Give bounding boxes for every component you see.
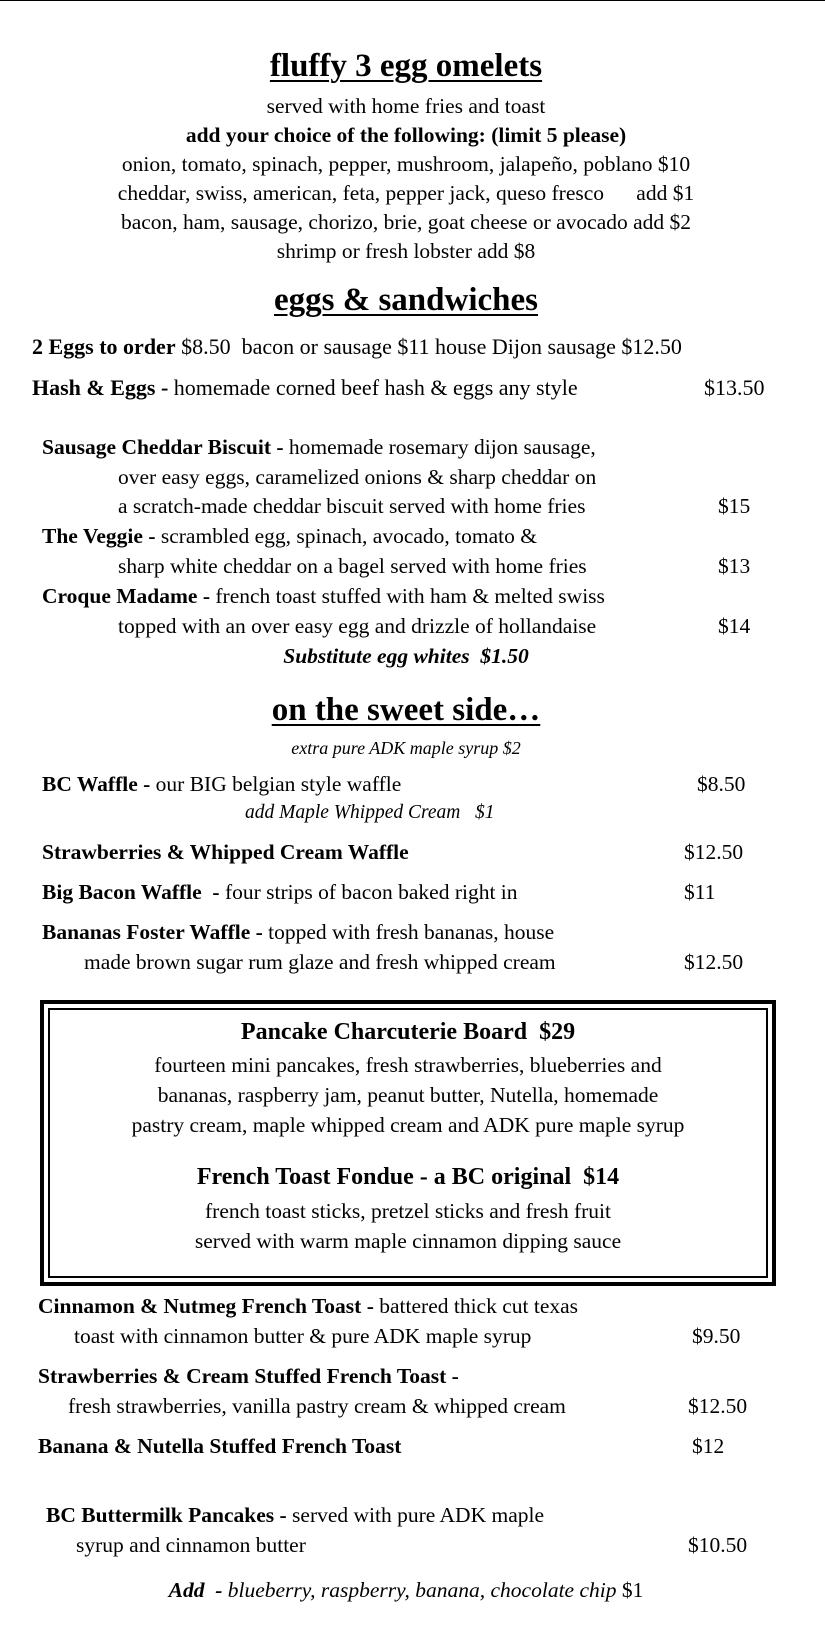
biscuit-price: $15 [718, 494, 751, 518]
fondue-title: French Toast Fondue - a BC original $14 [196, 1164, 620, 1190]
bc-waffle-name: BC Waffle - [42, 772, 151, 796]
omelets-seafood-line: shrimp or fresh lobster add $8 [276, 239, 536, 263]
veggie-name: The Veggie - [42, 524, 156, 548]
croque-item [42, 584, 605, 609]
pancakes-item [46, 1503, 544, 1528]
cinnamon-toast-item [38, 1294, 578, 1319]
omelets-heading: fluffy 3 egg omelets [269, 48, 543, 84]
charcuterie-title: Pancake Charcuterie Board $29 [240, 1019, 576, 1045]
foster-item [42, 920, 554, 945]
biscuit-desc-1: homemade rosemary dijon sausage, [283, 435, 596, 459]
eggs-heading: eggs & sandwiches [273, 282, 539, 318]
bacon-waffle-price: $11 [684, 880, 716, 904]
bacon-waffle-desc: four strips of bacon baked right in [219, 880, 518, 904]
omelets-meat-line: bacon, ham, sausage, chorizo, brie, goat cheese or avocado add $2 [120, 210, 692, 234]
foster-desc-2: made brown sugar rum glaze and fresh whipped cream [84, 950, 556, 974]
nutella-toast-name: Banana & Nutella Stuffed French Toast [38, 1434, 402, 1458]
omelets-served: served with home fries and toast [266, 94, 546, 118]
biscuit-name: Sausage Cheddar Biscuit - [42, 435, 284, 459]
syrup-note: extra pure ADK maple syrup $2 [291, 738, 521, 758]
sweet-heading: on the sweet side… [271, 692, 541, 728]
foster-price: $12.50 [684, 950, 744, 974]
pancakes-add-price: $1 [616, 1578, 644, 1602]
hash-name: Hash & Eggs - [32, 375, 169, 400]
cinnamon-toast-price: $9.50 [692, 1324, 741, 1348]
pancakes-add-label: Add - [168, 1578, 223, 1602]
pancakes-name: BC Buttermilk Pancakes - [46, 1503, 287, 1527]
omelets-cheese-line: cheddar, swiss, american, feta, pepper jack, queso fresco add $1 [117, 181, 695, 205]
cinnamon-toast-desc-2: toast with cinnamon butter & pure ADK maple syrup [74, 1324, 532, 1348]
biscuit-desc-2: over easy eggs, caramelized onions & sharp cheddar on [118, 465, 597, 489]
charcuterie-line-2: bananas, raspberry jam, peanut butter, Nutella, homemade [157, 1083, 659, 1107]
charcuterie-line-1: fourteen mini pancakes, fresh strawberries, blueberries and [154, 1053, 662, 1077]
fondue-line-1: french toast sticks, pretzel sticks and fresh fruit [205, 1199, 611, 1223]
fondue-line-2: served with warm maple cinnamon dipping sauce [194, 1229, 622, 1253]
straw-waffle-price: $12.50 [684, 840, 744, 864]
bc-waffle-price: $8.50 [697, 772, 746, 796]
substitute-note: Substitute egg whites $1.50 [283, 644, 529, 668]
croque-desc-2: topped with an over easy egg and drizzle of hollandaise [118, 614, 597, 638]
veggie-item [42, 524, 537, 549]
bc-waffle-desc: our BIG belgian style waffle [150, 772, 402, 796]
omelets-choice: add your choice of the following: (limit 5 please) [185, 123, 627, 147]
bc-waffle-item [42, 772, 401, 797]
two-eggs-item [32, 334, 682, 360]
straw-waffle-name: Strawberries & Whipped Cream Waffle [42, 840, 409, 864]
foster-name: Bananas Foster Waffle - [42, 920, 263, 944]
pancakes-desc-1: served with pure ADK maple [286, 1503, 545, 1527]
straw-toast-price: $12.50 [688, 1394, 748, 1418]
straw-toast-desc: fresh strawberries, vanilla pastry cream & whipped cream [68, 1394, 566, 1418]
pancakes-desc-2: syrup and cinnamon butter [76, 1533, 306, 1557]
veggie-price: $13 [718, 554, 751, 578]
top-rule [0, 0, 825, 1]
pancakes-add-desc: blueberry, raspberry, banana, chocolate chip [222, 1578, 617, 1602]
croque-name: Croque Madame - [42, 584, 211, 608]
cinnamon-toast-desc-1: battered thick cut texas [373, 1294, 579, 1318]
cinnamon-toast-name: Cinnamon & Nutmeg French Toast - [38, 1294, 374, 1318]
biscuit-desc-3: a scratch-made cheddar biscuit served with home fries [118, 494, 586, 518]
omelets-veg-line: onion, tomato, spinach, pepper, mushroom, jalapeño, poblano $10 [121, 152, 691, 176]
croque-desc-1: french toast stuffed with ham & melted swiss [210, 584, 605, 608]
pancakes-price: $10.50 [688, 1533, 748, 1557]
straw-toast-name: Strawberries & Cream Stuffed French Toast - [38, 1364, 459, 1388]
hash-desc: homemade corned beef hash & eggs any style [168, 375, 578, 400]
two-eggs-prices: $8.50 bacon or sausage $11 house Dijon sausage $12.50 [175, 334, 682, 359]
two-eggs-name: 2 Eggs to order [32, 334, 176, 359]
maple-cream-addon: add Maple Whipped Cream $1 [245, 802, 495, 823]
hash-price: $13.50 [704, 375, 765, 400]
veggie-desc-1: scrambled egg, spinach, avocado, tomato & [155, 524, 537, 548]
croque-price: $14 [718, 614, 751, 638]
pancakes-addons [0, 1578, 812, 1603]
veggie-desc-2: sharp white cheddar on a bagel served with home fries [118, 554, 587, 578]
bacon-waffle-item [42, 880, 518, 905]
hash-item [32, 375, 578, 401]
charcuterie-line-3: pastry cream, maple whipped cream and ADK pure maple syrup [131, 1113, 685, 1137]
bacon-waffle-name: Big Bacon Waffle - [42, 880, 220, 904]
nutella-toast-price: $12 [692, 1434, 725, 1458]
foster-desc-1: topped with fresh bananas, house [262, 920, 555, 944]
biscuit-item [42, 435, 596, 460]
